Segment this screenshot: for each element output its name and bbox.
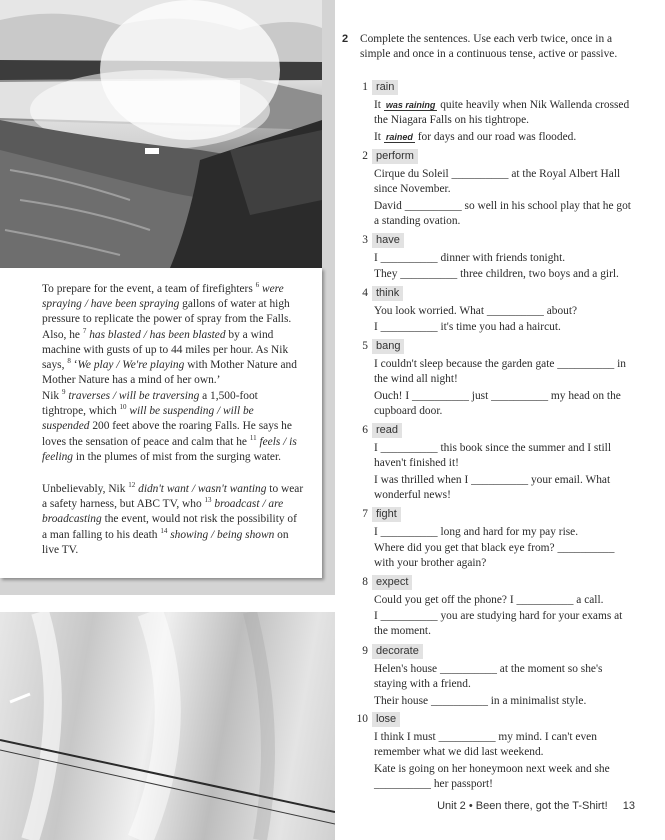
blank[interactable]: __________ — [451, 168, 509, 180]
verb-label: think — [372, 286, 403, 301]
sentence-1: Could you get off the phone? I __________ a call. — [374, 594, 604, 606]
sentence-2: I __________ you are studying hard for your exams at the moment. — [374, 610, 623, 638]
blank[interactable]: __________ — [516, 594, 574, 606]
option-11: feels / is feeling — [42, 435, 297, 463]
blank[interactable]: __________ — [404, 200, 462, 212]
blank[interactable]: __________ — [380, 321, 438, 333]
verb-label: rain — [372, 80, 398, 95]
tightrope-illustration — [0, 612, 335, 840]
option-14: showing / being shown — [170, 528, 275, 541]
reading-paragraph-2: Nik $^9$ traverses / will be traversing a 1,500-foot tightrope, which $^{10}$ will be suspending / will be suspended 200 feet above the roaring Falls. He says he loves the sensation of peace and calm that he $^{11}$ feels / is feeling in the plumes of mist from the surging water. — [42, 388, 297, 463]
sentence-2: I __________ it's time you had a haircut. — [374, 321, 561, 333]
tightrope-photo — [0, 612, 335, 840]
option-13: broadcast / are broadcasting — [42, 498, 284, 526]
sentence-1: I __________ dinner with friends tonight. — [374, 252, 566, 264]
reading-paragraph-1: To prepare for the event, a team of firefighters $^6$ were spraying / have been spraying gallons of water at high pressure to replicate the power of spray from the Falls. Also, he $^7$ has blasted / has been blasted by a wind machine with gusts of up to 44 miles per hour. As Nik says, $^8$ ‘We play / We're playing with Mother Nature and Mother Nature has a mind of her own.’ — [42, 281, 297, 387]
blank[interactable]: __________ — [439, 663, 497, 675]
option-8: We play / We're playing — [77, 359, 185, 372]
option-9: traverses / will be traversing — [68, 390, 200, 402]
verb-label: decorate — [372, 644, 423, 659]
blank[interactable]: __________ — [374, 778, 431, 791]
unit-title: Been there, got the T-Shirt! — [475, 800, 608, 812]
verb-label: expect — [372, 575, 412, 590]
option-10: will be suspending / will be suspended — [42, 405, 254, 433]
blank[interactable]: __________ — [430, 695, 488, 707]
answer-example: rained — [385, 132, 413, 142]
page-footer — [437, 800, 635, 812]
sentence-2: Ouch! I __________ just __________ my head on the cupboard door. — [374, 390, 621, 418]
blank[interactable]: __________ — [491, 390, 549, 402]
sentence-2: Where did you get that black eye from? __________ with your brother again? — [374, 542, 615, 570]
blank[interactable]: __________ — [380, 442, 438, 454]
waterfall-illustration — [0, 0, 322, 268]
sentence-1: I couldn't sleep because the garden gate __________ in the wind all night! — [374, 358, 626, 386]
reading-text-box — [0, 268, 322, 578]
sentence-1: Helen's house __________ at the moment so she's staying with a friend. — [374, 663, 603, 691]
sentence-2: Kate is going on her honeymoon next week and she __________ her passport! — [374, 763, 610, 791]
verb-label: lose — [372, 712, 400, 727]
verb-label: bang — [372, 339, 404, 354]
verb-label: perform — [372, 149, 418, 164]
sentence-2: Their house __________ in a minimalist style. — [374, 695, 587, 707]
sentence-1: You look worried. What __________ about? — [374, 305, 578, 317]
sentence-1: I __________ this book since the summer and I still haven't finished it! — [374, 442, 611, 470]
option-12: didn't want / wasn't wanting — [138, 483, 267, 495]
verb-label: read — [372, 423, 402, 438]
verb-label: fight — [372, 507, 401, 522]
sentence-1: It was raining quite heavily when Nik Wallenda crossed the Niagara Falls on his tightrope. — [374, 99, 630, 127]
unit-label: Unit 2 — [437, 800, 466, 812]
reading-paragraph-3: Unbelievably, Nik $^{12}$ didn't want / wasn't wanting to wear a safety harness, but ABC TV, who $^{13}$ broadcast / are broadcasting the event, would not risk the possibility of a man falling to his death $^{14}$ showing / being shown on live TV. — [42, 481, 304, 556]
page-number: 13 — [622, 800, 635, 812]
sentence-1: I __________ long and hard for my pay rise. — [374, 526, 579, 538]
bullet-separator: • — [468, 800, 473, 812]
blank[interactable]: __________ — [557, 542, 615, 554]
exercise-number: 2 — [342, 33, 349, 45]
blank[interactable]: __________ — [380, 610, 438, 622]
blank[interactable]: __________ — [471, 474, 529, 486]
blank[interactable]: __________ — [557, 358, 615, 370]
blank[interactable]: __________ — [411, 390, 469, 402]
sentence-2: David __________ so well in his school play that he got a standing ovation. — [374, 200, 631, 228]
blank[interactable]: __________ — [400, 268, 458, 280]
blank[interactable]: __________ — [380, 252, 438, 264]
blank[interactable]: __________ — [380, 526, 438, 538]
verb-label: have — [372, 233, 404, 248]
option-6: were spraying / have been spraying — [42, 283, 284, 311]
blank[interactable]: __________ — [438, 731, 496, 743]
sentence-2: I was thrilled when I __________ your email. What wonderful news! — [374, 474, 611, 502]
sentence-1: I think I must __________ my mind. I can't even remember what we did last weekend. — [374, 731, 597, 759]
answer-example: was raining — [385, 100, 436, 110]
sentence-2: They __________ three children, two boys and a girl. — [374, 268, 619, 280]
niagara-falls-photo — [0, 0, 322, 268]
exercise-instruction: Complete the sentences. Use each verb twice, once in a simple and once in a continuous tense, active or passive. — [360, 33, 618, 61]
blank[interactable]: __________ — [486, 305, 544, 317]
sentence-1: Cirque du Soleil __________ at the Royal Albert Hall since November. — [374, 168, 621, 196]
sentence-2: It rained for days and our road was flooded. — [374, 131, 577, 143]
option-7: has blasted / has been blasted — [89, 328, 226, 341]
